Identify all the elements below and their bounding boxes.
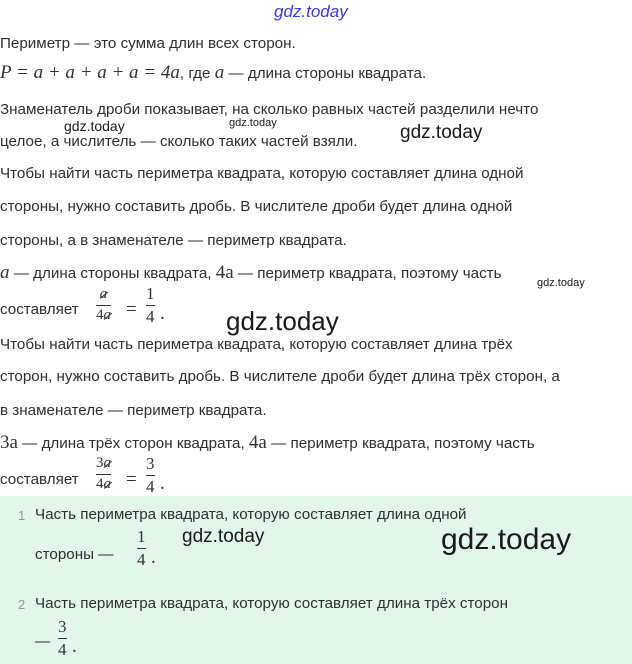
equals-sign-1: = [126,299,137,320]
fraction-3a-over-4a [96,456,111,492]
watermark-7: gdz.today [441,523,572,556]
perimeter-formula: P = a + a + a + a = 4a [0,62,180,83]
text-line-5: Чтобы найти часть периметра квадрата, которую составляет длина одной [0,165,524,182]
answer-2-period: . [72,636,77,657]
text-line-10: Чтобы найти часть периметра квадрата, которую составляет длина трёх [0,336,513,353]
text-line-6: стороны, нужно составить дробь. В числителе дроби будет длина одной [0,198,513,215]
answer-2-dash: — [35,633,51,650]
watermark-4: gdz.today [537,277,585,289]
text-line-13 [0,432,535,454]
answer-1-period: . [151,547,156,568]
watermark-1: gdz.today [64,118,125,134]
equals-sign-2: = [126,469,137,490]
text-line-7: стороны, а в знаменателе — периметр квадрата. [0,232,347,249]
fraction-denominator-var: a [103,476,111,492]
fraction-numerator: a [99,286,108,302]
answer-1-fraction [137,528,146,568]
text-line-14-prefix: составляет [0,471,79,488]
formula-connector: , где [179,65,215,82]
watermark-3: gdz.today [400,122,483,143]
text-line-11: сторон, нужно составить дробь. В числителе дроби будет длина трёх сторон, а [0,368,560,385]
answer-1-line-2: стороны — [35,546,114,563]
text-line-13-end: — периметр квадрата, поэтому часть [266,435,535,452]
watermark-6: gdz.today [182,526,265,547]
fraction-a-over-4a: a 4a [96,286,111,323]
fraction-3-over-4 [146,455,155,495]
var-3a: 3a [0,432,18,453]
period-2: . [160,473,165,494]
formula-line [0,62,426,84]
fraction-numerator-var: a [103,455,111,471]
fraction-numerator: 1 [146,284,155,303]
fraction-denominator-coef: 4 [96,476,104,492]
formula-var-a: a [214,62,225,83]
text-line-3: Знаменатель дроби показывает, на сколько равных частей разделили нечто [0,101,539,118]
text-line-8-end: — периметр квадрата, поэтому часть [233,265,502,282]
answer-2-line-1: Часть периметра квадрата, которую составляет длина трёх сторон [35,595,509,612]
text-line-13-mid: — длина трёх сторон квадрата, [17,435,249,452]
period-1: . [160,303,165,324]
fraction-numerator: 3 [58,617,67,636]
text-line-4: целое, а числитель — сколько таких частей взяли. [0,133,358,150]
var-4a: 4a [248,432,267,453]
var-a: a [0,262,10,283]
fraction-denominator: 4 [146,477,155,496]
watermark-5: gdz.today [226,306,339,336]
answer-number-2: 2 [18,597,26,612]
formula-description: — длина стороны квадрата. [224,65,427,82]
var-4a: 4a [215,262,234,283]
answer-1-line-1: Часть периметра квадрата, которую составляет длина одной [35,506,467,523]
answer-number-1: 1 [18,508,26,523]
fraction-denominator: 4 [58,640,67,659]
fraction-1-over-4 [146,285,155,325]
fraction-denominator: 4 [137,550,146,569]
text-line-12: в знаменателе — периметр квадрата. [0,402,267,419]
answer-2-fraction [58,618,67,658]
watermark-2: gdz.today [229,117,277,129]
text-line-8 [0,262,502,284]
fraction-numerator: 3 [146,454,155,473]
text-line-9-prefix: составляет [0,301,79,318]
fraction-numerator-coef: 3 [96,455,104,471]
text-line-8-mid: — длина стороны квадрата, [9,265,216,282]
fraction-numerator: 1 [137,527,146,546]
text-line-1: Периметр — это сумма длин всех сторон. [0,35,296,52]
fraction-denominator: 4 [146,307,155,326]
watermark-top: gdz.today [274,2,348,21]
